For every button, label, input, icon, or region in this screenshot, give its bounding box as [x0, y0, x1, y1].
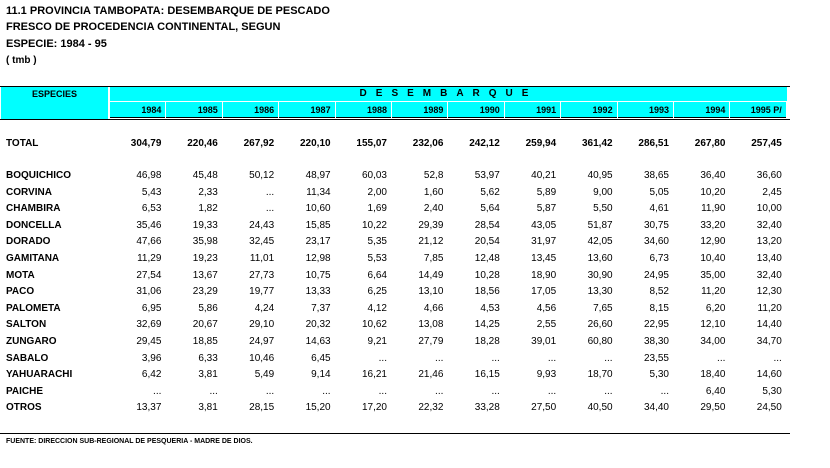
table-cell: 11,90: [701, 203, 726, 215]
table-cell: 24,97: [249, 336, 275, 347]
table-cell: 13,10: [418, 286, 444, 298]
table-cell: 53,97: [474, 170, 500, 181]
table-row: [0, 251, 790, 267]
table-cell: 12,30: [756, 286, 782, 298]
table-cell: 155,07: [356, 138, 387, 149]
table-cell: 48,97: [305, 170, 331, 181]
table-cell: 26,60: [587, 319, 613, 331]
table-cell: 14,49: [418, 269, 444, 281]
table-cell: 7,65: [593, 302, 613, 314]
table-cell: 10,46: [249, 352, 275, 364]
table-cell: 5,87: [536, 203, 557, 215]
table-cell: 2,55: [536, 319, 557, 331]
table-cell: 24,95: [643, 269, 669, 281]
table-row: [0, 185, 790, 201]
table-cell: 46,98: [136, 170, 162, 181]
table-cell: 2,40: [423, 203, 444, 215]
table-cell: 6,33: [198, 352, 218, 364]
table-cell: 14,63: [305, 336, 331, 347]
table-cell: 30,75: [643, 219, 669, 231]
table-cell: 10,00: [756, 203, 782, 215]
table-cell: 29,39: [418, 219, 444, 231]
table-cell: 10,62: [361, 319, 387, 331]
table-cell: 60,03: [361, 170, 387, 181]
table-cell: 32,40: [756, 219, 782, 231]
table-cell: 13,33: [305, 286, 331, 298]
year-header-3: 1987: [279, 102, 334, 118]
table-cell: 5,89: [536, 186, 557, 198]
table-cell: ...: [604, 385, 613, 397]
table-cell: 28,54: [474, 219, 500, 231]
table-cell: 7,85: [423, 253, 444, 264]
table-cell: 34,70: [756, 336, 782, 347]
table-cell: 17,05: [531, 286, 557, 298]
table-cell: 34,00: [700, 336, 726, 347]
table-cell: 18,56: [474, 286, 500, 298]
table-cell: 220,10: [300, 138, 331, 149]
table-cell: 19,33: [192, 219, 218, 231]
table-cell: 13,40: [756, 253, 782, 264]
table-cell: 6,40: [705, 385, 726, 397]
table-cell: ...: [547, 385, 557, 397]
table-cell: ...: [491, 352, 500, 364]
table-row: [0, 234, 790, 250]
table-cell: 6,95: [141, 302, 162, 314]
year-header-10: 1994: [674, 102, 729, 118]
table-cell: 10,40: [700, 253, 726, 264]
total-label: TOTAL: [6, 138, 39, 149]
table-cell: 6,42: [141, 369, 162, 381]
table-cell: 23,29: [192, 286, 218, 298]
table-cell: 6,73: [649, 253, 669, 264]
table-cell: 14,25: [474, 319, 500, 331]
table-cell: 40,95: [587, 170, 613, 181]
table-row: [0, 268, 790, 284]
table-cell: 38,30: [643, 336, 669, 347]
table-cell: 242,12: [469, 138, 500, 149]
table-cell: 11,01: [249, 253, 275, 264]
table-cell: 27,54: [136, 269, 162, 281]
table-row: [0, 168, 790, 184]
table-cell: 18,40: [700, 369, 726, 381]
table-cell: 16,15: [474, 369, 500, 381]
species-column-header: ESPECIES: [1, 87, 108, 119]
table-cell: 4,24: [254, 302, 275, 314]
table-cell: 4,66: [423, 302, 444, 314]
table-cell: 50,12: [249, 170, 275, 181]
table-cell: 18,85: [192, 336, 218, 347]
table-cell: 29,50: [700, 402, 726, 414]
year-header-6: 1990: [448, 102, 503, 118]
table-cell: 22,32: [418, 402, 444, 414]
table-cell: 18,70: [587, 369, 613, 381]
table-cell: 31,97: [531, 236, 557, 248]
table-cell: 10,20: [700, 186, 726, 198]
table-title: 11.1 PROVINCIA TAMBOPATA: DESEMBARQUE DE PESCADO: [6, 5, 330, 17]
table-cell: 220,46: [187, 138, 218, 149]
table-cell: 13,37: [136, 402, 162, 414]
table-cell: 5,50: [593, 203, 613, 215]
year-header-5: 1989: [392, 102, 447, 118]
table-row: [0, 317, 790, 333]
table-cell: 5,49: [254, 369, 275, 381]
table-cell: ...: [491, 385, 500, 397]
table-cell: 32,40: [756, 269, 782, 281]
table-cell: 13,20: [756, 236, 782, 248]
table-cell: 5,62: [480, 186, 500, 198]
table-cell: 52,8: [423, 170, 444, 181]
table-cell: 13,45: [531, 253, 557, 264]
table-cell: 2,33: [198, 186, 218, 198]
species-label: CHAMBIRA: [6, 203, 61, 215]
table-cell: 1,69: [367, 203, 387, 215]
table-cell: 8,15: [649, 302, 669, 314]
table-cell: 6,45: [311, 352, 331, 364]
table-cell: ...: [660, 385, 669, 397]
table-cell: 3,81: [198, 402, 218, 414]
table-cell: 20,54: [474, 236, 500, 248]
table-cell: 286,51: [638, 138, 669, 149]
table-cell: ...: [435, 352, 444, 364]
table-cell: 32,69: [136, 319, 162, 331]
table-cell: 5,05: [649, 186, 669, 198]
table-cell: 232,06: [412, 138, 444, 149]
table-cell: 7,37: [311, 302, 331, 314]
table-cell: 5,43: [141, 186, 162, 198]
table-cell: 12,10: [700, 319, 726, 331]
table-cell: 16,21: [361, 369, 387, 381]
table-cell: 13,30: [587, 286, 613, 298]
species-label: MOTA: [6, 269, 35, 281]
table-cell: 33,20: [700, 219, 726, 231]
table-cell: 6,20: [705, 302, 726, 314]
table-cell: 13,67: [192, 269, 218, 281]
table-cell: 36,40: [700, 170, 726, 181]
table-cell: 40,50: [587, 402, 613, 414]
source-note: FUENTE: DIRECCION SUB-REGIONAL DE PESQUERIA - MADRE DE DIOS.: [6, 438, 253, 445]
year-header-9: 1993: [618, 102, 673, 118]
table-cell: 267,80: [694, 138, 726, 149]
table-row: [0, 367, 790, 383]
table-cell: 35,98: [192, 236, 218, 248]
table-cell: 4,12: [367, 302, 387, 314]
table-cell: 32,45: [249, 236, 275, 248]
table-cell: 10,60: [305, 203, 331, 215]
table-cell: 30,90: [587, 269, 613, 281]
table-cell: 20,67: [192, 319, 218, 331]
table-cell: 27,73: [249, 269, 275, 281]
year-header-8: 1992: [561, 102, 616, 118]
table-row: [0, 351, 790, 367]
table-row: [0, 201, 790, 217]
table-row: [0, 218, 790, 234]
table-cell: 35,00: [700, 269, 726, 281]
table-cell: 31,06: [136, 286, 162, 298]
species-label: PALOMETA: [6, 302, 61, 314]
year-header-0: 1984: [110, 102, 165, 118]
table-cell: 5,30: [762, 385, 782, 397]
table-cell: 6,53: [141, 203, 162, 215]
table-cell: 35,46: [136, 219, 162, 231]
table-cell: 34,60: [643, 236, 669, 248]
table-cell: 45,48: [192, 170, 218, 181]
table-row: [0, 384, 790, 400]
table-cell: 13,08: [418, 319, 444, 331]
table-cell: 13,60: [587, 253, 613, 264]
year-header-7: 1991: [505, 102, 560, 118]
table-cell: 43,05: [531, 219, 557, 231]
table-cell: ...: [378, 352, 387, 364]
table-cell: 6,25: [367, 286, 387, 298]
species-label: SABALO: [6, 352, 49, 364]
total-row: [0, 136, 790, 152]
year-header-2: 1986: [223, 102, 278, 118]
table-cell: 12,90: [700, 236, 726, 248]
table-cell: 6,64: [367, 269, 387, 281]
table-cell: 4,56: [536, 302, 557, 314]
table-cell: 9,14: [311, 369, 331, 381]
table-cell: 10,28: [474, 269, 500, 281]
table-cell: 27,79: [418, 336, 444, 347]
table-cell: ...: [547, 352, 557, 364]
table-cell: 34,40: [643, 402, 669, 414]
table-cell: 18,28: [474, 336, 500, 347]
table-cell: 304,79: [130, 138, 162, 149]
table-cell: 2,00: [367, 186, 387, 198]
table-cell: 4,61: [649, 203, 669, 215]
footer-rule: [0, 433, 790, 434]
table-cell: ...: [265, 203, 275, 215]
table-cell: 23,55: [643, 352, 669, 364]
table-cell: 1,60: [423, 186, 444, 198]
table-cell: 12,98: [305, 253, 331, 264]
header-bottom-rule: [0, 119, 790, 120]
table-cell: 2,45: [762, 186, 782, 198]
table-cell: 3,81: [198, 369, 218, 381]
table-cell: 4,53: [480, 302, 500, 314]
table-cell: 257,45: [751, 138, 782, 149]
table-cell: 12,48: [474, 253, 500, 264]
table-cell: ...: [153, 385, 162, 397]
table-cell: ...: [209, 385, 218, 397]
table-row: [0, 400, 790, 416]
table-cell: 24,50: [756, 402, 782, 414]
table-cell: 40,21: [531, 170, 557, 181]
table-species-period: ESPECIE: 1984 - 95: [6, 38, 107, 50]
table-cell: 18,90: [531, 269, 557, 281]
table-cell: 11,20: [701, 286, 726, 298]
species-label: PAICHE: [6, 385, 44, 397]
table-cell: 11,34: [306, 186, 331, 198]
table-row: [0, 301, 790, 317]
table-cell: 267,92: [243, 138, 275, 149]
table-unit: ( tmb ): [6, 55, 37, 66]
table-row: [0, 284, 790, 300]
table-cell: 23,17: [305, 236, 331, 248]
table-cell: 259,94: [525, 138, 557, 149]
table-cell: 9,21: [367, 336, 387, 347]
species-label: BOQUICHICO: [6, 170, 71, 181]
table-cell: 19,77: [249, 286, 275, 298]
table-cell: 42,05: [587, 236, 613, 248]
table-cell: 38,65: [643, 170, 669, 181]
table-cell: 11,29: [137, 253, 162, 264]
table-cell: 3,96: [141, 352, 162, 364]
table-cell: ...: [378, 385, 387, 397]
species-label: OTROS: [6, 402, 42, 414]
table-cell: ...: [717, 352, 726, 364]
year-header-11: 1995 P/: [730, 102, 785, 118]
table-cell: 5,64: [480, 203, 500, 215]
species-label: GAMITANA: [6, 253, 60, 264]
species-label: YAHUARACHI: [6, 369, 73, 381]
table-cell: 9,93: [536, 369, 557, 381]
species-label: SALTON: [6, 319, 47, 331]
table-cell: 22,95: [643, 319, 669, 331]
table-cell: 10,22: [361, 219, 387, 231]
table-cell: ...: [265, 186, 275, 198]
table-cell: 51,87: [587, 219, 613, 231]
table-cell: 15,85: [305, 219, 331, 231]
table-subtitle: FRESCO DE PROCEDENCIA CONTINENTAL, SEGUN: [6, 21, 281, 33]
species-label: DORADO: [6, 236, 51, 248]
table-cell: 5,53: [367, 253, 387, 264]
table-cell: 5,30: [649, 369, 669, 381]
table-cell: 14,60: [756, 369, 782, 381]
table-cell: 19,23: [192, 253, 218, 264]
species-label: DONCELLA: [6, 219, 62, 231]
table-cell: 36,60: [756, 170, 782, 181]
table-cell: 14,40: [756, 319, 782, 331]
table-cell: 29,45: [136, 336, 162, 347]
table-cell: ...: [773, 352, 782, 364]
table-cell: 5,35: [367, 236, 387, 248]
table-cell: 27,50: [531, 402, 557, 414]
table-cell: ...: [265, 385, 275, 397]
species-label: ZUNGARO: [6, 336, 57, 347]
table-cell: 17,20: [361, 402, 387, 414]
table-cell: 60,80: [587, 336, 613, 347]
table-cell: 28,15: [249, 402, 275, 414]
desembarque-header: DESEMBARQUE: [110, 87, 787, 101]
table-cell: 21,12: [418, 236, 444, 248]
table-cell: 21,46: [418, 369, 444, 381]
table-cell: 33,28: [474, 402, 500, 414]
species-label: PACO: [6, 286, 35, 298]
table-cell: 361,42: [582, 138, 613, 149]
species-label: CORVINA: [6, 186, 52, 198]
table-cell: 47,66: [136, 236, 162, 248]
table-cell: 29,10: [249, 319, 275, 331]
table-cell: 8,52: [649, 286, 669, 298]
table-cell: 1,82: [198, 203, 218, 215]
table-cell: 10,75: [305, 269, 331, 281]
table-cell: ...: [322, 385, 331, 397]
table-cell: 39,01: [531, 336, 557, 347]
table-cell: 11,20: [757, 302, 782, 314]
table-row: [0, 334, 790, 350]
table-cell: 5,86: [198, 302, 218, 314]
year-header-1: 1985: [166, 102, 221, 118]
table-cell: ...: [604, 352, 613, 364]
table-cell: 24,43: [249, 219, 275, 231]
table-cell: 9,00: [593, 186, 613, 198]
table-cell: 20,32: [305, 319, 331, 331]
year-header-4: 1988: [336, 102, 391, 118]
table-cell: 15,20: [305, 402, 331, 414]
table-cell: ...: [435, 385, 444, 397]
